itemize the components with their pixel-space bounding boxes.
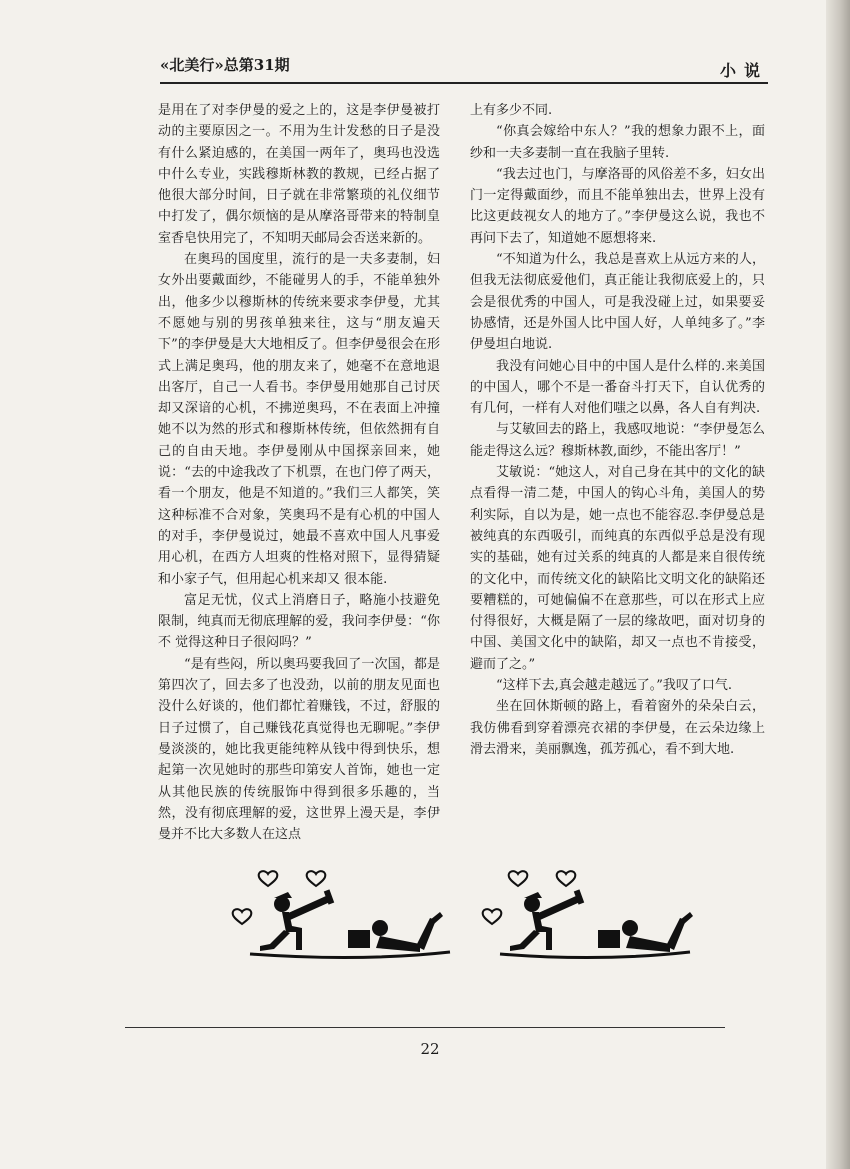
- paragraph: 坐在回休斯顿的路上，看着窗外的朵朵白云，我仿佛看到穿着漂亮衣裙的李伊曼，在云朵边缘上滑去滑来，美丽飘逸，孤芳孤心，看不到大地.: [470, 699, 765, 757]
- section-label: 小说: [719, 61, 768, 80]
- paragraph: 艾敏说：“她这人，对自己身在其中的文化的缺点看得一清二楚，中国人的钩心斗角，美国人的势利实际，自以为是，她一点也不能容忍.李伊曼总是被纯真的东西吸引，而纯真的东西似乎总是没有现实的基础，她有过关系的纯真的人都是来自很传统的文化中，而传统文化的缺陷比文明文化的缺陷还要糟糕的，可她偏偏不在意那些，可以在形式上应付得很好，大概是隔了一层的缘故吧，面对切身的中国、美国文化中的缺陷，却又一点也不肯接受，避而了之。”: [470, 465, 765, 672]
- heart-icon: [233, 909, 252, 924]
- kneeling-figure-icon: [510, 889, 584, 951]
- kneeling-figure-icon: [260, 889, 334, 951]
- scan-edge: [826, 0, 850, 1169]
- heart-icon: [307, 871, 326, 886]
- paragraph: “不知道为什么，我总是喜欢上从远方来的人，但我无法彻底爱他们，真正能让我彻底爱上的，只会是很优秀的中国人，可是我没碰上过，如果要妥协感情，还是外国人比中国人好，人单纯多了。”李伊曼坦白地说.: [470, 252, 765, 353]
- page-number: 22: [420, 1040, 440, 1058]
- heart-icon: [509, 871, 528, 886]
- reading-figure-icon: [348, 912, 443, 952]
- heart-icon: [557, 871, 576, 886]
- paragraph: “是有些闷，所以奥玛要我回了一次国，都是第四次了，回去多了也没劲，以前的朋友见面也没什么好谈的，他们都忙着赚钱，不过，舒服的日子过惯了，自己赚钱花真觉得也无聊呢。”李伊曼淡淡的，她比我更能纯粹从钱中得到快乐，想起第一次见她时的那些印第安人首饰，她也一定从其他民族的传统服饰中得到很多乐趣的，当然，没有彻底理解的爱，这世界上漫天是，李伊曼并不比大多数人在这点: [158, 656, 440, 843]
- paragraph: 我没有问她心目中的中国人是什么样的.来美国的中国人，哪个不是一番奋斗打天下，自认优秀的有几何，一样有人对他们嗤之以鼻，各人自有判决.: [470, 358, 765, 417]
- header-rule: [160, 82, 768, 84]
- left-column: [158, 100, 440, 845]
- paragraph: 上有多少不同.: [470, 103, 553, 118]
- paragraph: 在奥玛的国度里，流行的是一夫多妻制，妇女外出要戴面纱，不能碰男人的手，不能单独外出，他多少以穆斯林的传统来要求李伊曼，尤其不愿她与别的男孩单独来往，这与“朋友遍天下”的李伊曼是大大地相反了。但李伊曼很会在形式上满足奥玛，他的朋友来了，她毫不在意地退出客厅，自己一人看书。李伊曼用她那自己讨厌却又深谙的心机，不拂逆奥玛，不在表面上冲撞她不以为然的形式和穆斯林传统，但依然拥有自己的自由天地。李伊曼刚从中国探亲回来，她说：“去的中途我改了下机票，在也门停了两天，看一个朋友，他是不知道的。”我们三人都笑，笑这种标准不合对象，笑奥玛不是有心机的中国人的对手，李伊曼说过，她最不喜欢中国人凡事爱用心机，在西方人坦爽的性格对照下，显得猜疑和小家子气，但用起心机来却又 很本能.: [158, 252, 440, 587]
- paragraph: “你真会嫁给中东人？”我的想象力跟不上，面纱和一夫多妻制一直在我脑子里转.: [470, 124, 765, 161]
- paragraph: 是用在了对李伊曼的爱之上的，这是李伊曼被打动的主要原因之一。不用为生计发愁的日子是没有什么紧迫感的，在美国一两年了，奥玛也没选中什么专业，实践穆斯林教的教规，已经占据了他很大部分时间，日子就在非常繁琐的礼仪细节中打发了，偶尔烦恼的是从摩洛哥带来的特制皇室香皂快用完了，不知明天邮局会否送来新的。: [158, 103, 440, 246]
- right-column: [470, 100, 765, 760]
- kneeling-suitor-and-reader-illustration: [230, 868, 700, 983]
- reading-figure-icon: [598, 912, 693, 952]
- paragraph: “这样下去,真会越走越远了。”我叹了口气.: [496, 678, 733, 694]
- paragraph: 富足无忧，仪式上消磨日子，略施小技避免限制，纯真而无彻底理解的爱，我问李伊曼：“你不 觉得这种日子很闷吗？”: [158, 592, 440, 651]
- footer-rule: [125, 1027, 725, 1028]
- ground-line: [500, 952, 690, 958]
- paragraph: “我去过也门，与摩洛哥的风俗差不多，妇女出门一定得戴面纱，而且不能单独出去，世界上没有比这更歧视女人的地方了。”李伊曼这么说，我也不再问下去了，知道她不愿想将来.: [470, 166, 765, 246]
- ground-line: [250, 952, 450, 958]
- heart-icon: [259, 871, 278, 886]
- paragraph: 与艾敏回去的路上，我感叹地说：“李伊曼怎么能走得这么远？穆斯林教,面纱，不能出客厅！”: [470, 422, 765, 459]
- heart-icon: [483, 909, 502, 924]
- publication-title: «北美行»总第31期: [160, 56, 290, 74]
- page-header: [160, 48, 768, 84]
